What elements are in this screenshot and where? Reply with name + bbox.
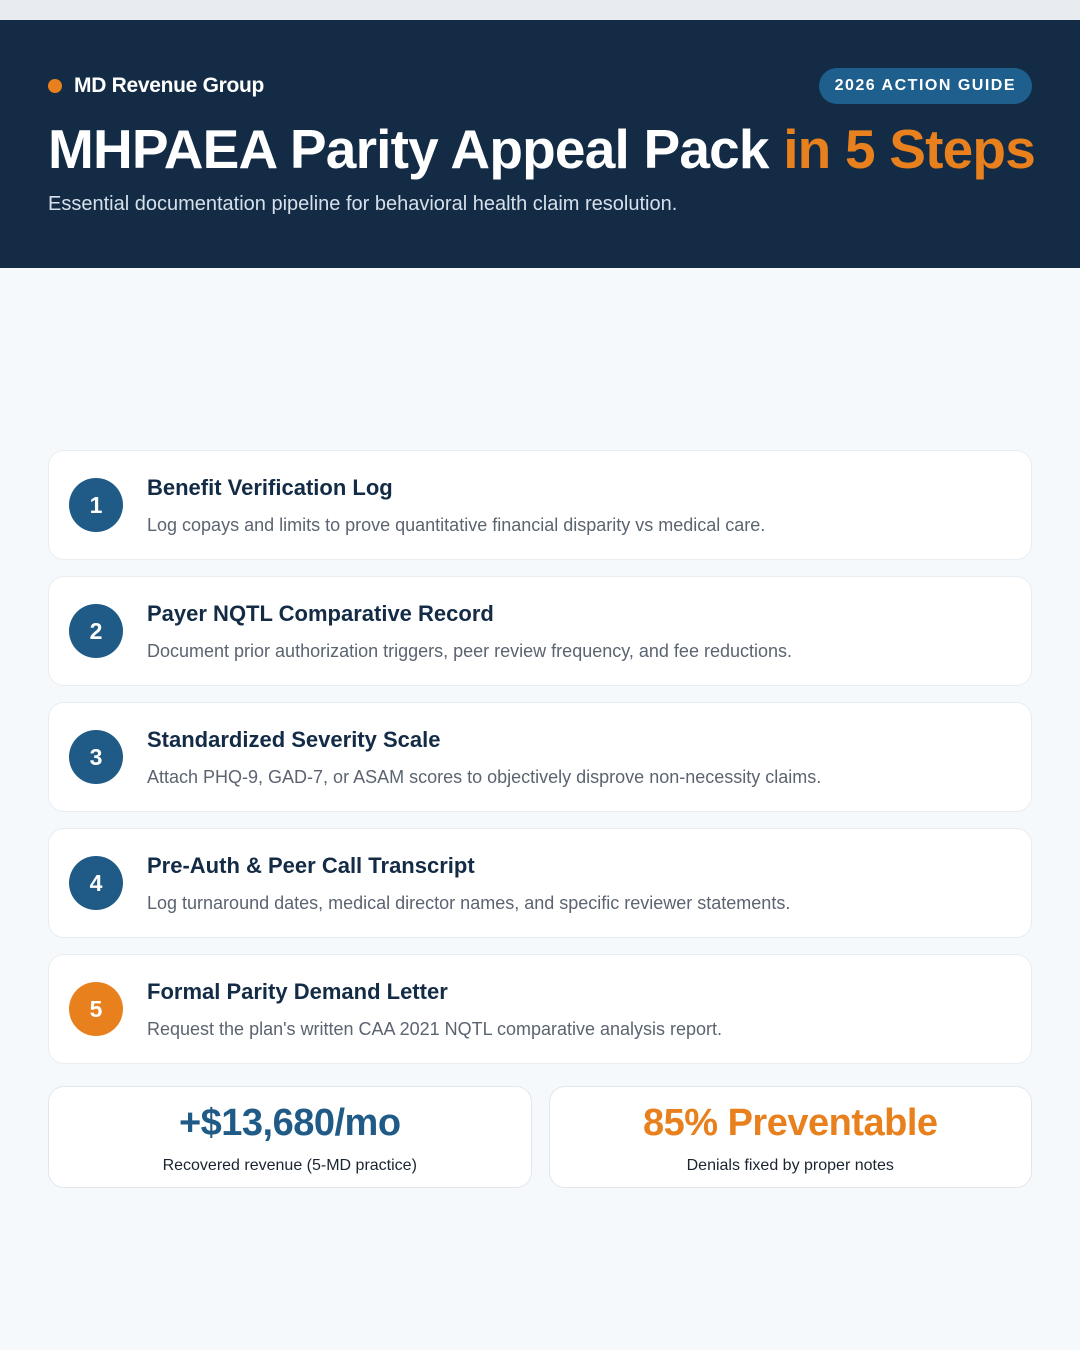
step-title: Payer NQTL Comparative Record bbox=[147, 601, 494, 626]
brand-dot-icon bbox=[48, 79, 62, 93]
page-subtitle: Essential documentation pipeline for behavioral health claim resolution. bbox=[48, 193, 678, 215]
step-number-badge: 3 bbox=[69, 730, 123, 784]
stat-value-preventable: 85% Preventable bbox=[642, 1102, 938, 1144]
step-description: Log turnaround dates, medical director names, and specific reviewer statements. bbox=[147, 893, 791, 913]
step-number-badge: 2 bbox=[69, 604, 123, 658]
stats-row bbox=[48, 1086, 1032, 1188]
title-main: MHPAEA Parity Appeal Pack bbox=[48, 118, 784, 180]
header-banner bbox=[0, 20, 1080, 268]
brand bbox=[48, 74, 264, 98]
step-card-5 bbox=[48, 954, 1032, 1064]
action-guide-badge: 2026 ACTION GUIDE bbox=[819, 68, 1032, 104]
title-accent: in 5 Steps bbox=[783, 118, 1035, 180]
step-description: Log copays and limits to prove quantitative financial disparity vs medical care. bbox=[147, 515, 766, 535]
page-title bbox=[48, 116, 1035, 182]
step-title: Standardized Severity Scale bbox=[147, 727, 441, 752]
step-description: Attach PHQ-9, GAD-7, or ASAM scores to objectively disprove non-necessity claims. bbox=[147, 767, 822, 787]
step-title: Pre-Auth & Peer Call Transcript bbox=[147, 853, 475, 878]
brand-name: MD Revenue Group bbox=[74, 74, 265, 97]
step-number-badge: 1 bbox=[69, 478, 123, 532]
step-title: Formal Parity Demand Letter bbox=[147, 979, 448, 1004]
step-card-4 bbox=[48, 828, 1032, 938]
steps-list bbox=[48, 450, 1032, 1080]
step-description: Document prior authorization triggers, peer review frequency, and fee reductions. bbox=[147, 641, 793, 661]
step-number-badge: 5 bbox=[69, 982, 123, 1036]
step-title: Benefit Verification Log bbox=[147, 475, 393, 500]
stat-label-revenue: Recovered revenue (5-MD practice) bbox=[162, 1157, 417, 1174]
step-card-3 bbox=[48, 702, 1032, 812]
step-card-2 bbox=[48, 576, 1032, 686]
step-description: Request the plan's written CAA 2021 NQTL comparative analysis report. bbox=[147, 1019, 723, 1039]
stat-label-preventable: Denials fixed by proper notes bbox=[686, 1157, 894, 1174]
stat-card-preventable bbox=[549, 1086, 1033, 1188]
step-number-badge: 4 bbox=[69, 856, 123, 910]
stat-card-revenue bbox=[48, 1086, 532, 1188]
stat-value-revenue: +$13,680/mo bbox=[178, 1102, 401, 1144]
top-strip bbox=[0, 0, 1080, 20]
step-card-1 bbox=[48, 450, 1032, 560]
